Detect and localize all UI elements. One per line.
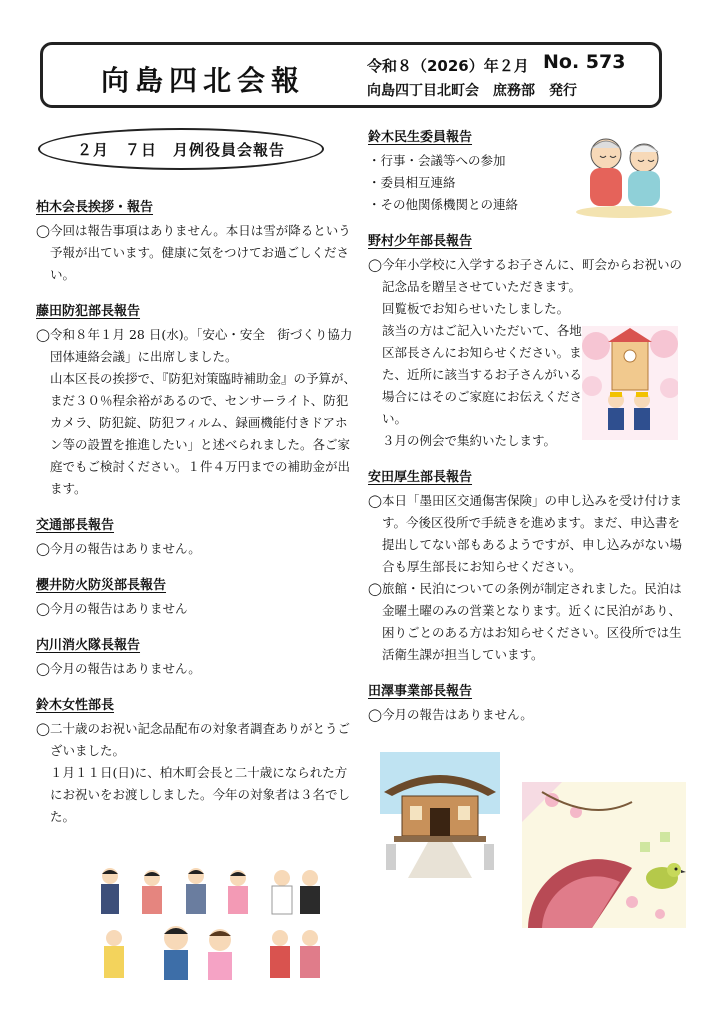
section-text: 山本区長の挨拶で、『防犯対策臨時補助金』の予算が、まだ３０％程余裕があるので、センサーライト、防犯カメラ、防犯錠、防犯フィルム、録画機能付きドアホン等の設置を推進したい」と述べられました。各ご家庭でもご検討ください。１件４万円までの補助金が出ます。 <box>50 371 357 496</box>
section-text: ◯本日「墨田区交通傷害保険」の申し込みを受け付けます。今後区役所で手続きを進めます。まだ、申込書を提出してない部もあるようですが、申し込みがない場合も厚生部長にお知らせください。 <box>368 493 683 574</box>
section-text: ◯今回は報告事項はありません。本日は雪が降るという予報が出ています。健康に気をつけてお過ごしください。 <box>36 223 351 282</box>
list-item: ・その他関係機関との連絡 <box>368 197 519 212</box>
section-text: １月１１日(日)に、柏木町会長と二十歳になられた方にお祝いをお渡ししました。今年の対象者は３名でした。 <box>50 765 351 824</box>
list-item: ・委員相互連絡 <box>368 175 456 190</box>
section-text: ◯今月の報告はありません。 <box>368 707 533 722</box>
section-welfare-health <box>368 468 692 666</box>
section-text: ◯今月の報告はありません <box>36 601 188 616</box>
section-heading: 藤田防犯部長報告 <box>36 304 141 319</box>
issue-number: No. 573 <box>543 51 626 73</box>
coming-of-age-illustration <box>96 866 328 986</box>
section-fire-brigade <box>36 636 358 680</box>
section-womens-division <box>36 696 358 828</box>
section-text: ◯令和８年１月 28 日(水)。「安心・安全 街づくり協力団体連絡会議」に出席しました。 <box>36 327 353 364</box>
section-text: ◯旅館・民泊についての条例が制定されました。民泊は金曜土曜のみの営業となります。近くに民泊があり、困りごとのある方はお知らせください。区役所では生活衛生課が担当しています。 <box>368 581 682 662</box>
issue-date: 令和８（2026）年２月 <box>367 57 529 75</box>
section-heading: 田澤事業部長報告 <box>368 684 473 699</box>
elderly-couple-illustration <box>572 128 676 220</box>
section-heading: 野村少年部長報告 <box>368 234 473 249</box>
section-heading: 交通部長報告 <box>36 518 115 533</box>
section-heading: 鈴木民生委員報告 <box>368 130 473 145</box>
shrine-illustration <box>380 752 500 878</box>
section-text: 回覧板でお知らせいたしました。 <box>382 301 570 316</box>
section-heading: 内川消火隊長報告 <box>36 638 141 653</box>
left-column <box>36 198 358 840</box>
publisher: 向島四丁目北町会 庶務部 発行 <box>367 83 577 99</box>
section-crime-prevention <box>36 302 358 500</box>
section-fire-prevention <box>36 576 358 620</box>
section-heading: 鈴木女性部長 <box>36 698 115 713</box>
section-text: 該当の方はご記入いただいて、各地区部長さんにお知らせください。また、近所に該当するお子さんがいる場合にはそのご家庭にお伝えください。 <box>382 323 583 426</box>
section-text: ◯今月の報告はありません。 <box>36 661 201 676</box>
masthead <box>40 42 662 108</box>
school-children-illustration <box>582 326 678 440</box>
list-item: ・行事・会議等への参加 <box>368 153 506 168</box>
section-heading: 安田厚生部長報告 <box>368 470 473 485</box>
meeting-title: ２月 ７日 月例役員会報告 <box>38 128 324 170</box>
section-text: ◯今月の報告はありません。 <box>36 541 201 556</box>
section-text: ◯二十歳のお祝い記念品配布の対象者調査ありがとうございました。 <box>36 721 350 758</box>
section-traffic <box>36 516 358 560</box>
section-business <box>368 682 692 726</box>
section-chairman <box>36 198 358 286</box>
section-heading: 櫻井防火防災部長報告 <box>36 578 167 593</box>
sakura-fan-bird-illustration <box>522 782 686 928</box>
section-heading: 柏木会長挨拶・報告 <box>36 200 154 215</box>
newsletter-title: 向島四北会報 <box>101 64 306 97</box>
section-text: ３月の例会で集約いたします。 <box>382 433 557 448</box>
section-text: ◯今年小学校に入学するお子さんに、町会からお祝いの記念品を贈呈させていただきます。 <box>368 257 682 294</box>
